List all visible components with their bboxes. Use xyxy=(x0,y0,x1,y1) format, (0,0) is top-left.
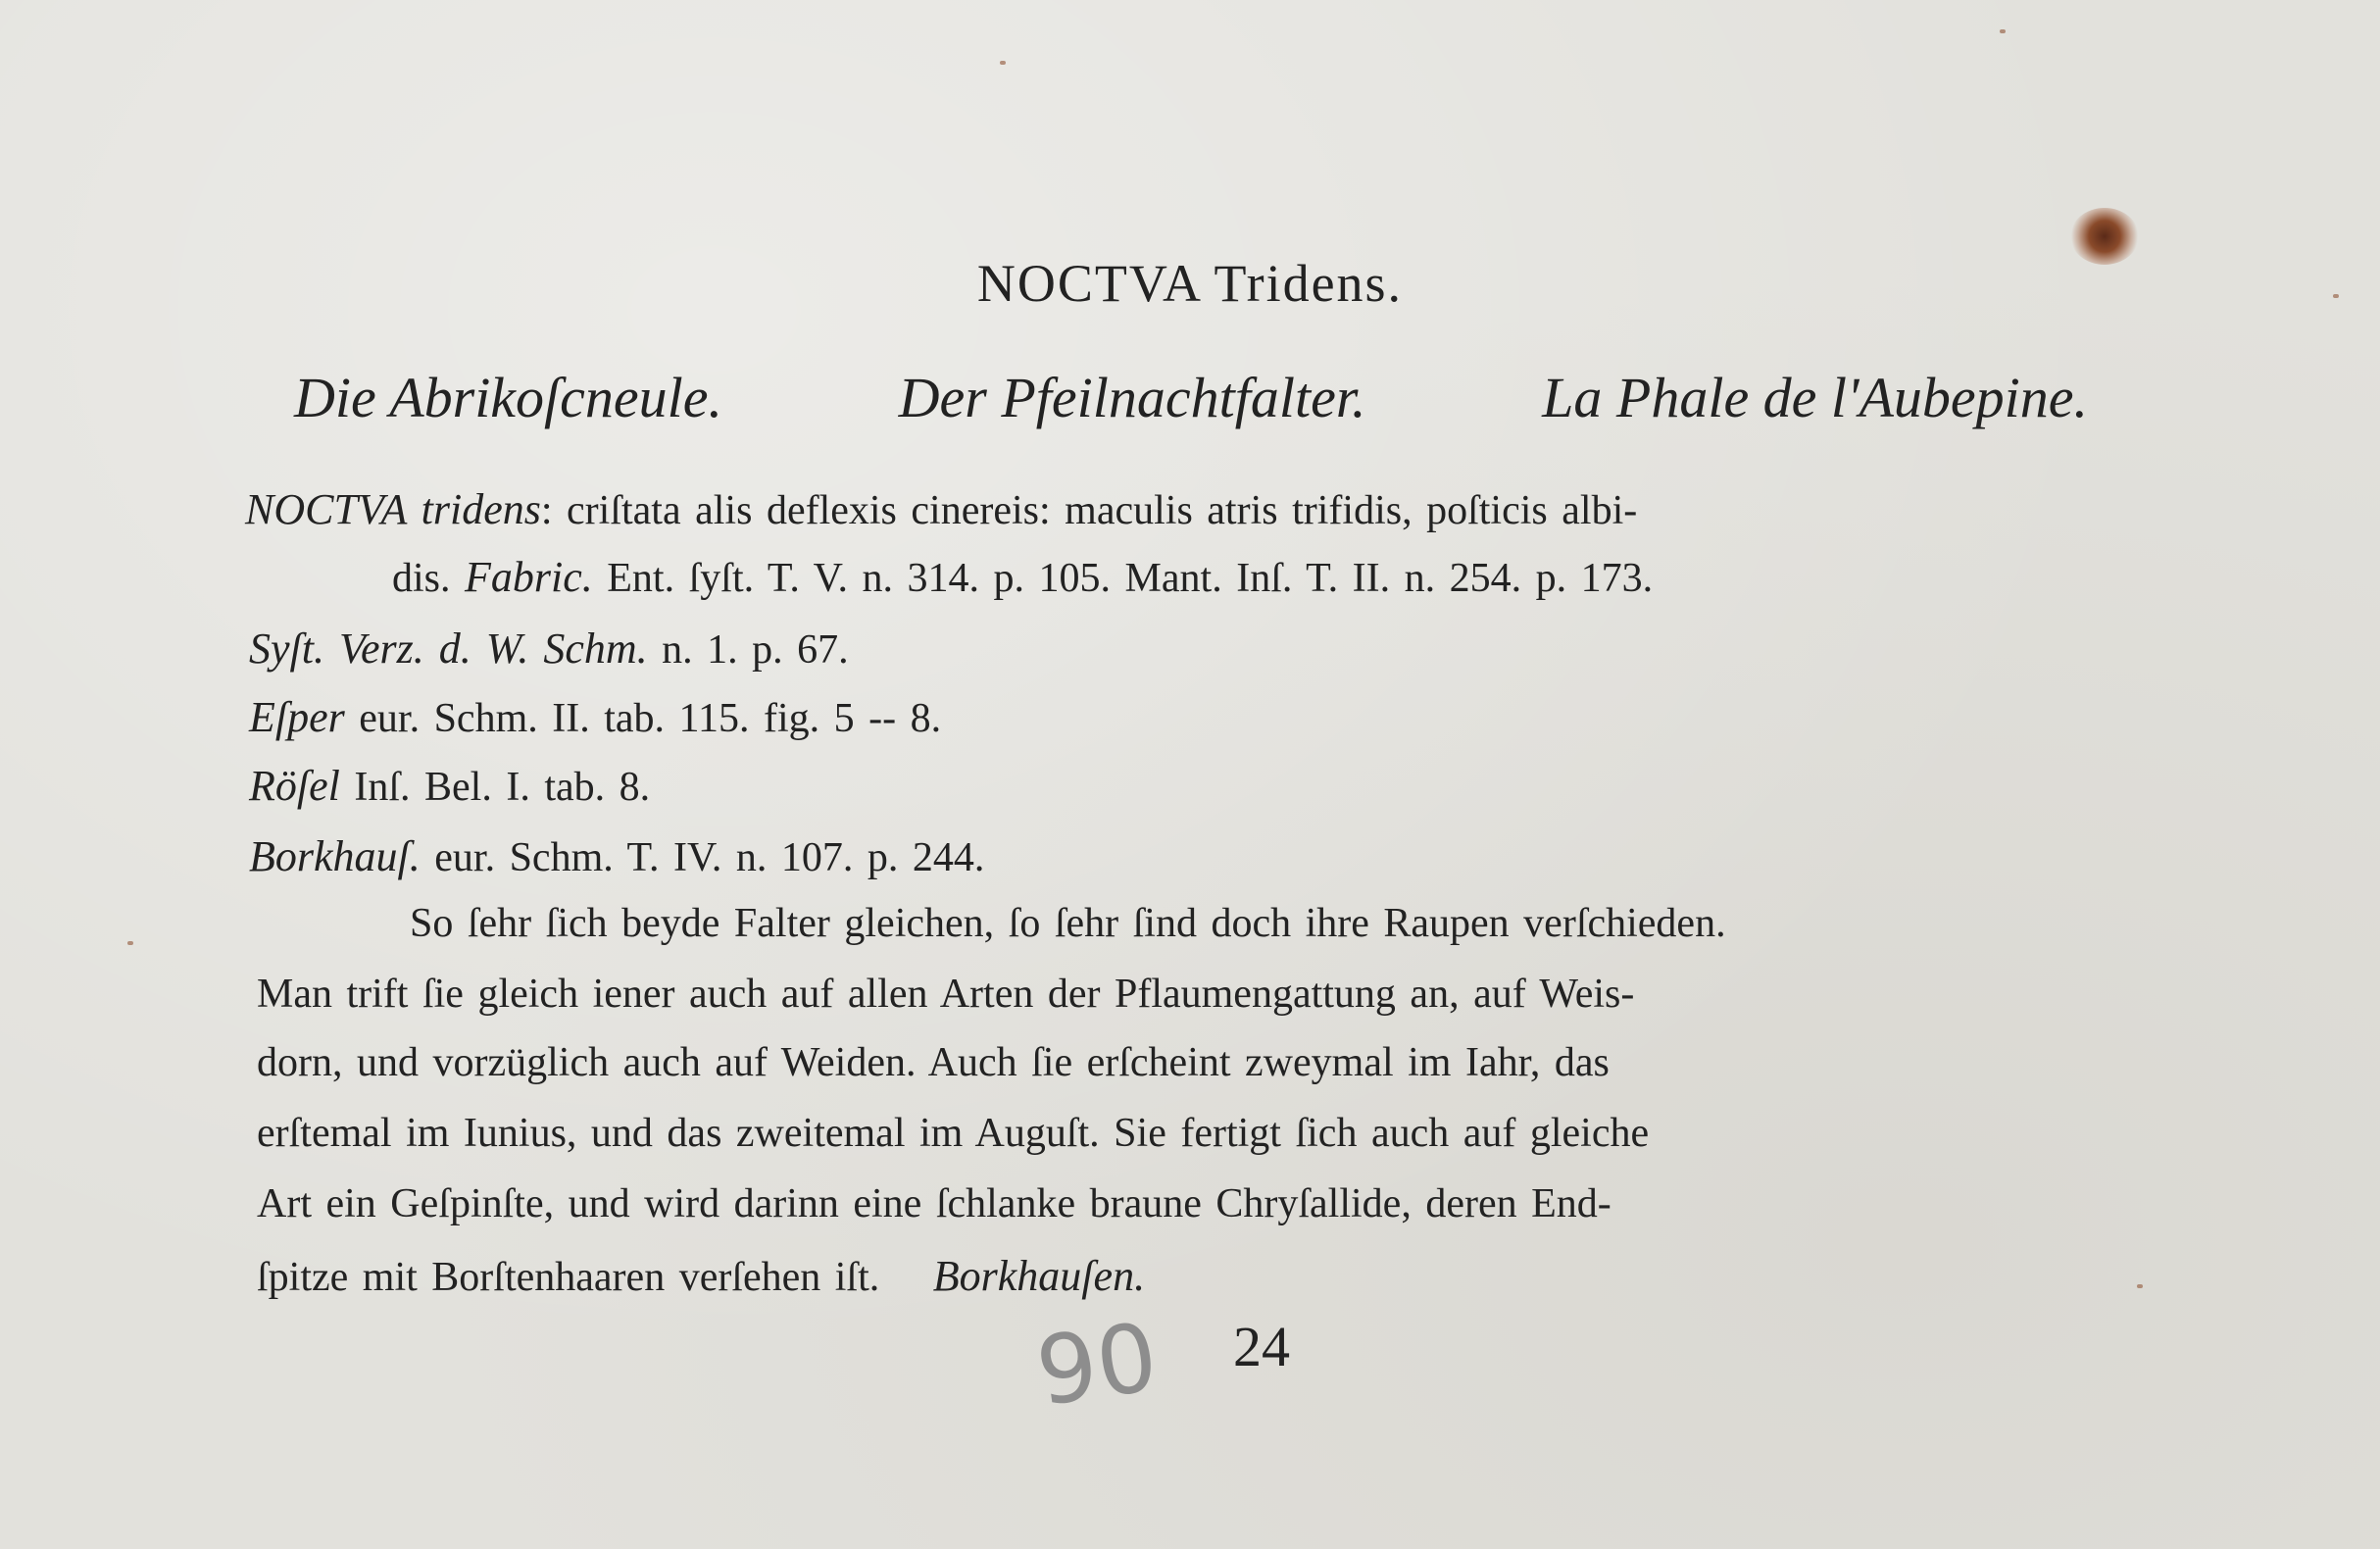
body-line-5: Art ein Geſpinſte, und wird darinn eine ſchlanke braune Chryſallide, deren End- xyxy=(257,1181,1611,1226)
german-name-1: Die Abrikoſcneule. xyxy=(294,366,723,429)
vernacular-names xyxy=(294,365,2088,430)
synonymy-line-4: Eſper eur. Schm. II. tab. 115. fig. 5 -- 8. xyxy=(249,693,942,741)
handwritten-number: 90 xyxy=(1029,1302,1165,1427)
body-line-3: dorn, und vorzüglich auch auf Weiden. Auch ſie erſcheint zweymal im Iahr, das xyxy=(257,1040,1610,1085)
page-title: NOCTVA Tridens. xyxy=(976,254,1404,313)
body-line-6: ſpitze mit Borſtenhaaren verſehen iſt. Borkhauſen. xyxy=(257,1252,1146,1300)
paper-speck xyxy=(1000,61,1006,65)
paper-speck xyxy=(2000,29,2006,33)
body-line-4: erſtemal im Iunius, und das zweitemal im Auguſt. Sie fertigt ſich auch auf gleiche xyxy=(257,1111,1650,1156)
paper-speck xyxy=(2137,1284,2143,1288)
body-line-2: Man trift ſie gleich iener auch auf allen Arten der Pflaumengattung an, auf Weis- xyxy=(257,972,1635,1017)
paper-speck xyxy=(127,941,133,945)
synonymy-line-3: Syſt. Verz. d. W. Schm. n. 1. p. 67. xyxy=(249,625,849,673)
body-line-1: So ſehr ſich beyde Falter gleichen, ſo ſehr ſind doch ihre Raupen verſchieden. xyxy=(410,901,1726,946)
synonymy-line-6: Borkhauſ. eur. Schm. T. IV. n. 107. p. 244. xyxy=(249,832,985,880)
german-name-2: Der Pfeilnachtfalter. xyxy=(898,366,1366,429)
french-name: La Phale de l'Aubepine. xyxy=(1542,366,2088,429)
synonymy-line-1: NOCTVA tridens: criſtata alis deflexis cinereis: maculis atris trifidis, poſticis albi- xyxy=(245,485,1638,533)
page-number: 24 xyxy=(1233,1315,1290,1378)
synonymy-line-5: Röſel Inſ. Bel. I. tab. 8. xyxy=(249,762,651,810)
synonymy-line-2: dis. Fabric. Ent. ſyſt. T. V. n. 314. p. 105. Mant. Inſ. T. II. n. 254. p. 173. xyxy=(392,553,1654,601)
